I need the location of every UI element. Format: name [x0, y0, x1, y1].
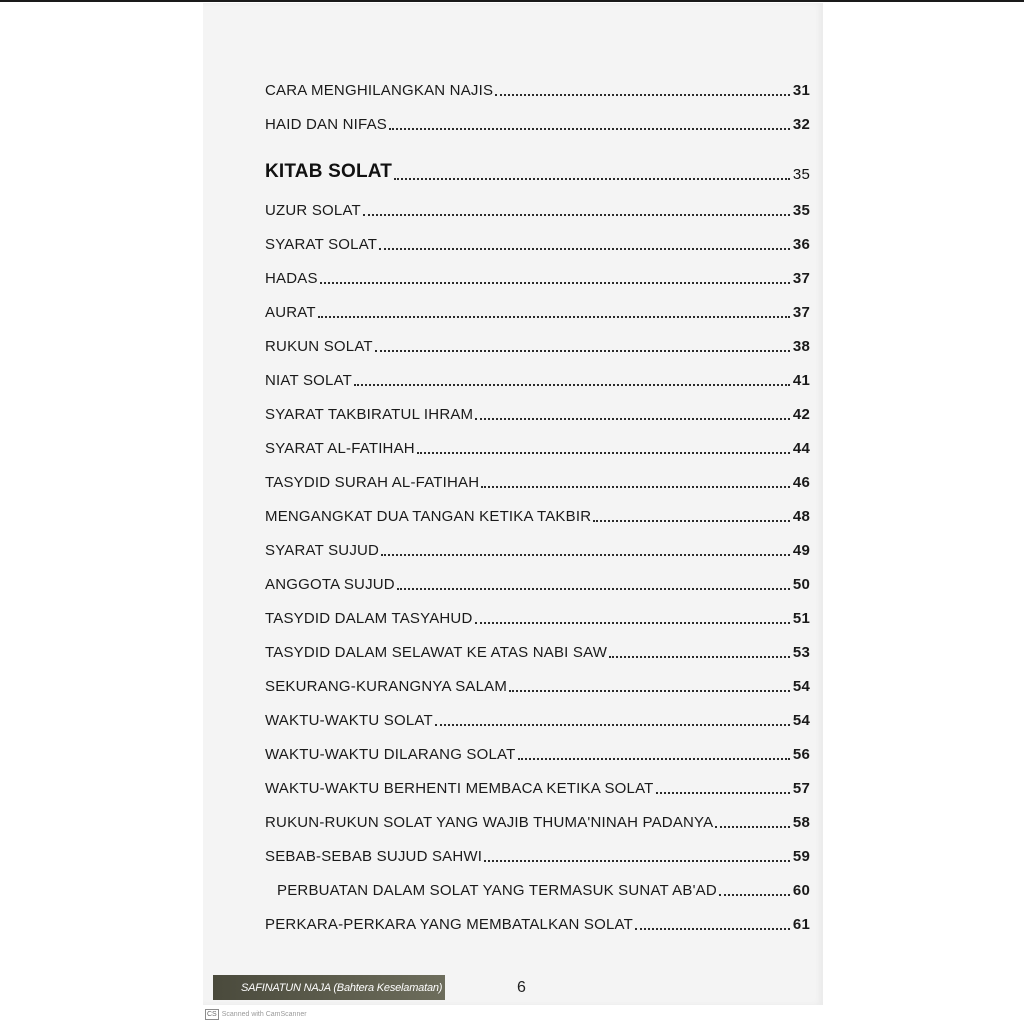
toc-entry-title: CARA MENGHILANGKAN NAJIS — [265, 82, 494, 99]
toc-entry-title: AURAT — [265, 304, 316, 321]
toc-entry — [265, 501, 810, 525]
toc-dot-leader — [435, 716, 790, 726]
book-page — [203, 3, 823, 1005]
toc-entry-page-number: 37 — [792, 304, 810, 321]
toc-entry — [265, 535, 810, 559]
toc-entry — [265, 297, 810, 321]
toc-entry-title: RUKUN-RUKUN SOLAT YANG WAJIB THUMA'NINAH PADANYA — [265, 814, 714, 831]
toc-entry — [265, 773, 810, 797]
toc-entry-page-number: 53 — [792, 644, 810, 661]
toc-dot-leader — [509, 682, 790, 692]
toc-dot-leader — [363, 206, 790, 216]
toc-entry-page-number: 59 — [792, 848, 810, 865]
toc-entry-page-number: 60 — [792, 882, 810, 899]
toc-entry-page-number: 36 — [792, 236, 810, 253]
toc-dot-leader — [518, 750, 791, 760]
toc-entry-title: WAKTU-WAKTU DILARANG SOLAT — [265, 746, 516, 763]
top-border-line — [0, 0, 1024, 2]
toc-entry — [265, 603, 810, 627]
toc-entry — [265, 263, 810, 287]
toc-entry-page-number: 51 — [792, 610, 810, 627]
toc-dot-leader — [609, 648, 790, 658]
toc-dot-leader — [318, 308, 790, 318]
toc-entry-page-number: 56 — [792, 746, 810, 763]
toc-dot-leader — [484, 852, 790, 862]
toc-dot-leader — [320, 274, 790, 284]
scanner-logo-icon: CS — [207, 1011, 217, 1018]
toc-entry — [277, 875, 810, 899]
toc-entry — [265, 399, 810, 423]
toc-entry — [265, 671, 810, 695]
toc-entry-page-number: 57 — [792, 780, 810, 797]
toc-entry — [265, 159, 810, 183]
footer-book-title: SAFINATUN NAJA (Bahtera Keselamatan) — [241, 981, 443, 994]
toc-dot-leader — [715, 818, 790, 828]
toc-entry-title: SYARAT SOLAT — [265, 236, 378, 253]
toc-entry-title: HAID DAN NIFAS — [265, 116, 387, 133]
toc-entry — [265, 365, 810, 389]
toc-dot-leader — [475, 410, 790, 420]
toc-entry-page-number: 58 — [792, 814, 810, 831]
toc-entry — [265, 739, 810, 763]
toc-entry — [265, 75, 810, 99]
toc-entry-page-number: 41 — [792, 372, 810, 389]
toc-dot-leader — [354, 376, 790, 386]
toc-entry-title: SEBAB-SEBAB SUJUD SAHWI — [265, 848, 483, 865]
toc-entry — [265, 807, 810, 831]
toc-entry-page-number: 37 — [792, 270, 810, 287]
toc-entry-page-number: 31 — [792, 82, 810, 99]
toc-entry-page-number: 50 — [792, 576, 810, 593]
toc-entry — [265, 569, 810, 593]
toc-entry-page-number: 44 — [792, 440, 810, 457]
toc-entry-title: ANGGOTA SUJUD — [265, 576, 395, 593]
scanner-text: Scanned with CamScanner — [221, 1011, 307, 1018]
toc-dot-leader — [495, 86, 790, 96]
toc-entry — [265, 841, 810, 865]
toc-entry — [265, 909, 810, 933]
toc-entry-title: WAKTU-WAKTU SOLAT — [265, 712, 433, 729]
footer-book-title-band — [213, 975, 445, 1000]
toc-entry-title: NIAT SOLAT — [265, 372, 353, 389]
toc-entry — [265, 229, 810, 253]
toc-dot-leader — [389, 120, 790, 130]
toc-entry — [265, 705, 810, 729]
toc-entry-page-number: 32 — [792, 116, 810, 133]
toc-dot-leader — [375, 342, 790, 352]
toc-entry-title: SYARAT SUJUD — [265, 542, 380, 559]
toc-entry-page-number: 49 — [792, 542, 810, 559]
toc-entry — [265, 195, 810, 219]
toc-dot-leader — [635, 920, 790, 930]
toc-entry — [265, 637, 810, 661]
toc-entry-title: SYARAT AL-FATIHAH — [265, 440, 415, 457]
toc-dot-leader — [475, 614, 791, 624]
toc-entry-page-number: 38 — [792, 338, 810, 355]
toc-entry-title: WAKTU-WAKTU BERHENTI MEMBACA KETIKA SOLAT — [265, 780, 654, 797]
toc-entry-title: PERKARA-PERKARA YANG MEMBATALKAN SOLAT — [265, 916, 633, 933]
toc-entry-title: MENGANGKAT DUA TANGAN KETIKA TAKBIR — [265, 508, 592, 525]
toc-dot-leader — [381, 546, 790, 556]
toc-entry-title: TASYDID DALAM TASYAHUD — [265, 610, 473, 627]
toc-dot-leader — [417, 444, 790, 454]
toc-dot-leader — [593, 512, 790, 522]
toc-entry-page-number: 35 — [792, 202, 810, 219]
toc-entry-page-number: 35 — [792, 166, 810, 183]
toc-dot-leader — [481, 478, 790, 488]
toc-entry-title: RUKUN SOLAT — [265, 338, 373, 355]
toc-dot-leader — [397, 580, 790, 590]
toc-entry-title: KITAB SOLAT — [265, 161, 393, 182]
toc-entry-page-number: 54 — [792, 678, 810, 695]
toc-entry-page-number: 42 — [792, 406, 810, 423]
toc-entry-title: PERBUATAN DALAM SOLAT YANG TERMASUK SUNAT AB'AD — [277, 882, 717, 899]
toc-entry-page-number: 48 — [792, 508, 810, 525]
toc-entry-title: TASYDID DALAM SELAWAT KE ATAS NABI SAW — [265, 644, 608, 661]
toc-entry-title: SEKURANG-KURANGNYA SALAM — [265, 678, 508, 695]
toc-entry-page-number: 46 — [792, 474, 810, 491]
toc-dot-leader — [719, 886, 790, 896]
toc-entry — [265, 433, 810, 457]
toc-entry — [265, 467, 810, 491]
toc-entry-title: HADAS — [265, 270, 318, 287]
toc-entry — [265, 331, 810, 355]
toc-entry-title: UZUR SOLAT — [265, 202, 361, 219]
toc-entry — [265, 109, 810, 133]
toc-entry-title: TASYDID SURAH AL-FATIHAH — [265, 474, 480, 491]
page-number: 6 — [517, 979, 526, 996]
toc-dot-leader — [656, 784, 790, 794]
toc-dot-leader — [379, 240, 790, 250]
toc-entry-title: SYARAT TAKBIRATUL IHRAM — [265, 406, 474, 423]
toc-entry-page-number: 61 — [792, 916, 810, 933]
scanner-watermark — [205, 1009, 307, 1020]
toc-dot-leader — [394, 170, 790, 180]
toc-entry-page-number: 54 — [792, 712, 810, 729]
